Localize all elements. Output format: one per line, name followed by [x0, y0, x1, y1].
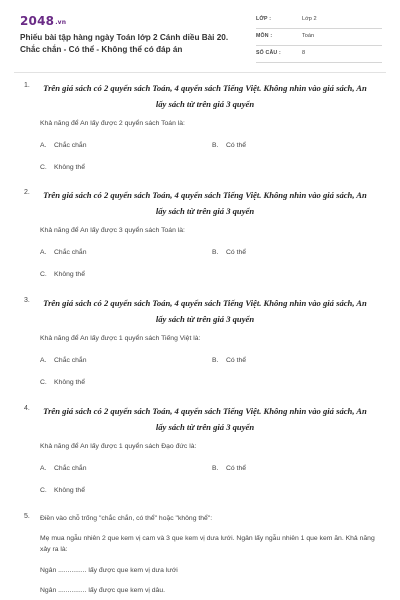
- option-b[interactable]: [212, 142, 246, 149]
- option-a[interactable]: [40, 465, 87, 472]
- question-heading: Trên giá sách có 2 quyển sách Toán, 4 quyển sách Tiếng Việt. Không nhìn vào giá sách, An lấy sách từ trên giá 3 quyển: [43, 190, 367, 216]
- option-text: Có thể: [226, 142, 247, 149]
- fill-in-line-1[interactable]: Ngân ............... lấy được que kem vị dưa lưới: [40, 567, 178, 574]
- option-text: Chắc chắn: [54, 249, 87, 256]
- logo-text: 2048: [20, 14, 55, 28]
- question-heading: Trên giá sách có 2 quyển sách Toán, 4 quyển sách Tiếng Việt. Không nhìn vào giá sách, An lấy sách từ trên giá 3 quyển: [43, 406, 367, 432]
- logo-tld: .vn: [55, 19, 67, 26]
- question-heading: Trên giá sách có 2 quyển sách Toán, 4 quyển sách Tiếng Việt. Không nhìn vào giá sách, An lấy sách từ trên giá 3 quyển: [43, 83, 367, 109]
- meta-value: Lớp 2: [302, 16, 317, 22]
- option-text: Chắc chắn: [54, 142, 87, 149]
- question-number: 1.: [24, 82, 30, 89]
- question-prompt: Khả năng để An lấy được 1 quyển sách Tiếng Việt là:: [40, 335, 201, 342]
- option-text: Có thể: [226, 357, 247, 364]
- option-text: Có thể: [226, 465, 247, 472]
- question-number: 3.: [24, 297, 30, 304]
- option-b[interactable]: [212, 465, 246, 472]
- meta-key: SỐ CÂU :: [256, 50, 281, 56]
- option-text: Chắc chắn: [54, 465, 87, 472]
- meta-row-question-count: [256, 46, 382, 63]
- option-letter: C.: [40, 487, 47, 494]
- question-number: 4.: [24, 405, 30, 412]
- option-c[interactable]: [40, 379, 85, 386]
- option-letter: B.: [212, 465, 219, 472]
- fill-in-line-2[interactable]: Ngân ............... lấy được que kem vị dâu.: [40, 587, 165, 594]
- question-instruction: Điền vào chỗ trống "chắc chắn, có thể" hoặc "không thể":: [40, 515, 213, 522]
- meta-value: 8: [302, 50, 306, 56]
- question-number: 2.: [24, 189, 30, 196]
- option-letter: C.: [40, 379, 47, 386]
- option-a[interactable]: [40, 142, 87, 149]
- option-a[interactable]: [40, 357, 87, 364]
- option-text: Không thể: [54, 271, 85, 278]
- document-title: Phiếu bài tập hàng ngày Toán lớp 2 Cánh diều Bài 20. Chắc chắn - Có thể - Không thể có đáp án: [20, 33, 229, 54]
- question-prompt: Khả năng để An lấy được 1 quyển sách Đạo đức là:: [40, 443, 197, 450]
- option-letter: A.: [40, 249, 47, 256]
- header-divider: [14, 72, 386, 73]
- question-passage: Mẹ mua ngẫu nhiên 2 que kem vị cam và 3 que kem vị dưa lưới. Ngân lấy ngẫu nhiên 1 que kem ăn. Khả năng xảy ra là:: [40, 535, 375, 553]
- option-letter: C.: [40, 164, 47, 171]
- question-prompt: Khả năng để An lấy được 3 quyển sách Toán là:: [40, 227, 185, 234]
- option-text: Chắc chắn: [54, 357, 87, 364]
- option-c[interactable]: [40, 164, 85, 171]
- option-text: Có thể: [226, 249, 247, 256]
- option-letter: A.: [40, 142, 47, 149]
- site-logo[interactable]: [20, 14, 66, 28]
- meta-row-subject: [256, 29, 382, 46]
- option-letter: B.: [212, 142, 219, 149]
- meta-row-grade: [256, 12, 382, 29]
- meta-table: [256, 12, 382, 63]
- option-letter: A.: [40, 465, 47, 472]
- option-letter: C.: [40, 271, 47, 278]
- option-text: Không thể: [54, 164, 85, 171]
- option-c[interactable]: [40, 487, 85, 494]
- meta-key: MÔN :: [256, 33, 273, 39]
- option-a[interactable]: [40, 249, 87, 256]
- option-letter: A.: [40, 357, 47, 364]
- option-letter: B.: [212, 357, 219, 364]
- option-b[interactable]: [212, 357, 246, 364]
- question-number: 5.: [24, 513, 30, 520]
- meta-key: LỚP :: [256, 16, 272, 22]
- option-c[interactable]: [40, 271, 85, 278]
- option-letter: B.: [212, 249, 219, 256]
- question-heading: Trên giá sách có 2 quyển sách Toán, 4 quyển sách Tiếng Việt. Không nhìn vào giá sách, An lấy sách từ trên giá 3 quyển: [43, 298, 367, 324]
- option-text: Không thể: [54, 379, 85, 386]
- meta-value: Toán: [302, 33, 315, 39]
- option-text: Không thể: [54, 487, 85, 494]
- worksheet-header: [20, 12, 382, 64]
- option-b[interactable]: [212, 249, 246, 256]
- question-prompt: Khả năng để An lấy được 2 quyển sách Toán là:: [40, 120, 185, 127]
